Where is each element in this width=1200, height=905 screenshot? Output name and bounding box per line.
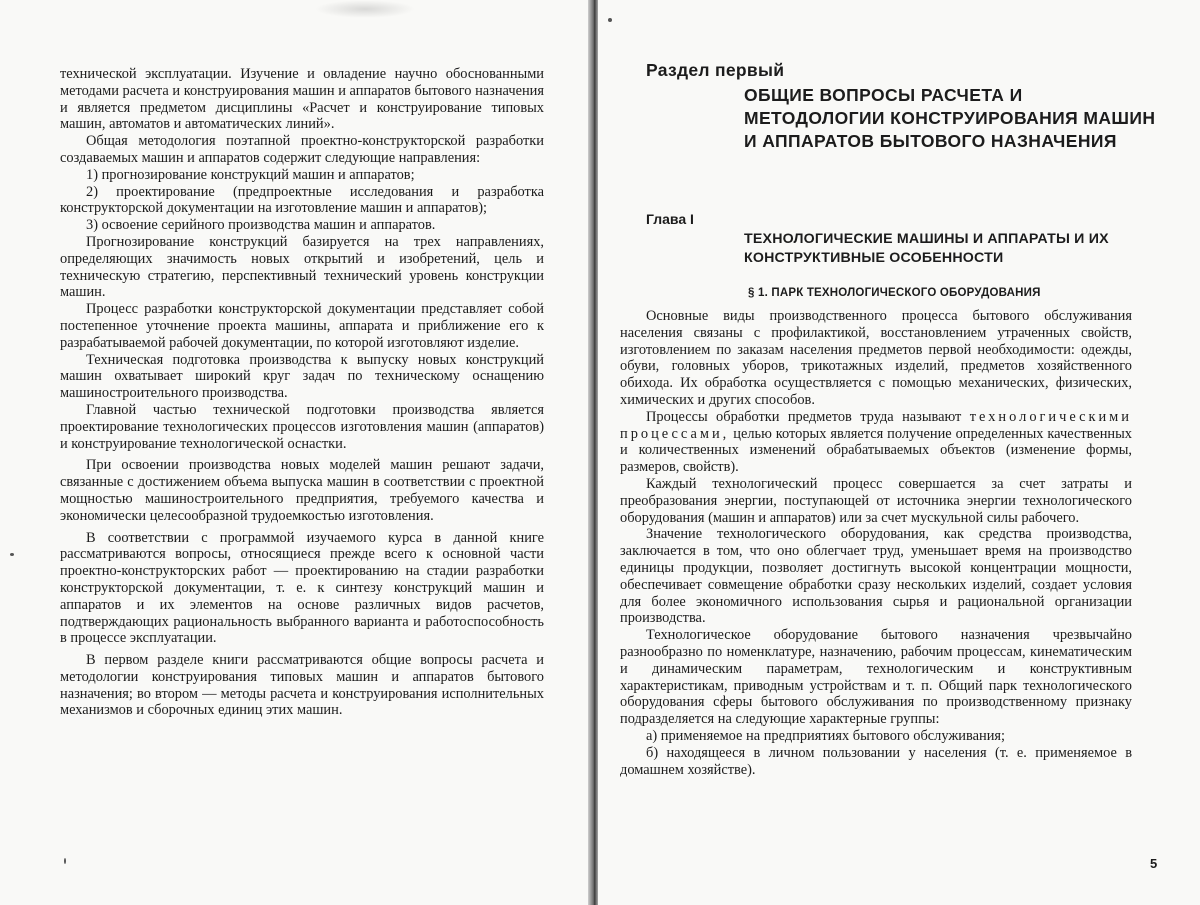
left-page-text — [60, 66, 544, 719]
section-label: Раздел первый — [646, 60, 785, 80]
print-speck — [64, 858, 66, 864]
left-list-item: 1) прогнозирование конструкций машин и аппаратов; — [86, 166, 415, 183]
right-list-item: б) находящееся в личном пользовании у населения (т. е. применяемое в домашнем хозяйстве). — [620, 744, 1132, 778]
left-list-item: 3) освоение серийного производства машин и аппаратов. — [86, 217, 436, 234]
left-paragraph: Главной частью технической подготовки производства является проектирование технологических процессов изготовления машин (аппаратов) и конструирование технологической оснастки. — [60, 401, 544, 452]
right-paragraph: Технологическое оборудование бытового назначения чрезвычайно разнообразно по номенклатуре, назначению, рабочим процессам, кинематическим и динамическим параметрам, технологическим и конструктивным характеристикам, приводным устройствам и т. п. Общий парк технологического оборудования сферы бытового обслуживания по производственному признаку подразделяется на следующие характерные группы: — [620, 627, 1132, 728]
right-page-text — [620, 308, 1132, 778]
right-paragraph: Каждый технологический процесс совершается за счет затраты и преобразования энергии, поступающей от источника энергии технологического оборудования (машин и аппаратов) или за счет мускульной силы рабочего. — [620, 475, 1132, 526]
left-paragraph: Общая методология поэтапной проектно-конструкторской разработки создаваемых машин и аппаратов содержит следующие направления: — [60, 133, 544, 166]
left-paragraph: Процесс разработки конструкторской документации представляет собой постепенное уточнение проекта машины, аппарата и приближение его к разрабатываемой рабочей документации, по которой изготовляют изделие. — [60, 301, 544, 351]
page-number: 5 — [1150, 856, 1158, 871]
left-paragraph: При освоении производства новых моделей машин решают задачи, связанные с достижением объема выпуска машин в соответствии с проектной мощностью машиностроительного предприятия, требуемого качества и экономически целесообразной трудоемкостью изготовления. — [60, 457, 544, 524]
right-page — [598, 0, 1200, 905]
left-paragraph: Прогнозирование конструкций базируется на трех направлениях, определяющих значимость новых открытий и изобретений, цель и техническую стратегию, перспективный технический уровень конструкции машин. — [60, 233, 544, 301]
chapter-title: ТЕХНОЛОГИЧЕСКИЕ МАШИНЫ И АППАРАТЫ И ИХ КОНСТРУКТИВНЫЕ ОСОБЕННОСТИ — [744, 231, 1109, 266]
left-paragraph: Техническая подготовка производства к выпуску новых конструкций машин охватывает широкий круг задач по техническому оснащению машиностроительного производства. — [60, 351, 544, 402]
page-scuff — [315, 0, 415, 18]
left-paragraph: В соответствии с программой изучаемого курса в данной книге рассматриваются вопросы, относящиеся прежде всего к основной части проектно-конструкторских работ — проектированию на стадии разработки конструкторской документации, т. е. к синтезу конструкций машин и аппаратов и их элементов на основе различных видов расчетов, подтверждающих рациональность выбранного варианта и работоспособность в процессе эксплуатации. — [60, 529, 544, 647]
right-list-item: а) применяемое на предприятиях бытового обслуживания; — [646, 727, 1006, 744]
print-speck — [608, 18, 612, 22]
emphasized-term: технологическими процессами, — [620, 408, 1132, 442]
left-list-item: 2) проектирование (предпроектные исследования и разработка конструкторской документации на изготовление машин и аппаратов); — [60, 183, 544, 217]
right-paragraph: Значение технологического оборудования, как средства производства, заключается в том, что оно облегчает труд, уменьшает время на производство единицы продукции, позволяет достигнуть высокой концентрации мощности, обеспечивает совмещение обработки сразу нескольких изделий, создает условия для более экономичного использования сырья и рациональной организации производства. — [620, 526, 1132, 627]
paragraph-title: § 1. ПАРК ТЕХНОЛОГИЧЕСКОГО ОБОРУДОВАНИЯ — [748, 287, 1041, 299]
left-paragraph: В первом разделе книги рассматриваются общие вопросы расчета и методологии конструирования типовых машин и аппаратов бытового назначения; во втором — методы расчета и конструирования исполнительных механизмов и сборочных единиц этих машин. — [60, 652, 544, 719]
paragraph-text: целью которых является получение определенных качественных и количественных изменений обрабатываемых объектов (изменение формы, размеров, свойств). — [620, 425, 1132, 476]
right-paragraph: Основные виды производственного процесса бытового обслуживания населения связаны с профилактикой, восстановлением утраченных свойств, изготовлением по заказам населения предметов первой необходимости: одежды, обуви, головных уборов, трикотажных изделий, предметов хозяйственного обихода. Их обработка осуществляется с помощью механических, физических, химических и других способов. — [620, 308, 1132, 408]
chapter-label: Глава I — [646, 211, 694, 227]
right-paragraph — [620, 409, 1132, 476]
left-page — [0, 0, 590, 905]
paragraph-text: Процессы обработки предметов труда называют — [646, 408, 962, 425]
section-title: ОБЩИЕ ВОПРОСЫ РАСЧЕТА И МЕТОДОЛОГИИ КОНСТРУИРОВАНИЯ МАШИН И АППАРАТОВ БЫТОВОГО НАЗНАЧЕНИЯ — [744, 85, 1156, 151]
left-paragraph: технической эксплуатации. Изучение и овладение научно обоснованными методами расчета и конструирования машин и аппаратов бытового назначения и является предметом дисциплины «Расчет и конструирование типовых машин, автоматов и автоматических линий». — [60, 66, 544, 133]
print-speck — [10, 553, 14, 556]
